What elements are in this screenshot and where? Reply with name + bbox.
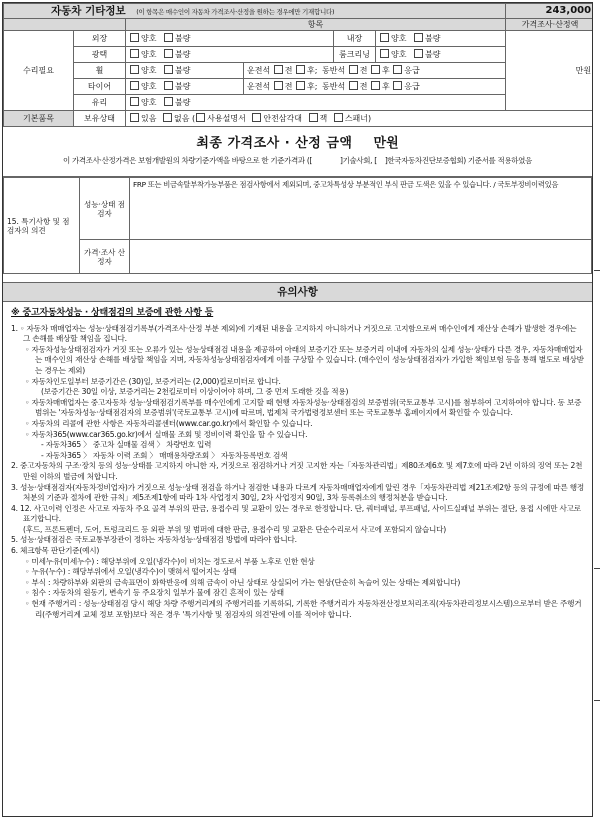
notice-item: ◦ 미세누유(미세누수) : 해당부위에 오일(냉각수)이 비치는 정도로서 부품 노후로 인한 현상 [25, 556, 315, 566]
checkbox[interactable] [371, 65, 380, 74]
notice-item: - 자동차365 〉 중고차 실매물 검색 〉 차량번호 입력 [41, 440, 212, 450]
appraiser-opinion [130, 240, 592, 274]
basic-items-label: 기본품목 [4, 111, 74, 127]
checkbox[interactable] [334, 113, 343, 122]
notice-item: 4. 12. 사고이력 인정은 사고로 자동차 주요 골격 부위의 판금, 용접수리 및 교환이 있는 경우로 한정합니다. 단, 쿼터패널, 루프패널, 사이드실패널 부위는 절단, 용접 시에만 사고로 표기합니다. [11, 503, 581, 524]
checkbox[interactable] [130, 113, 139, 122]
section-note: (이 항목은 매수인이 자동차 가격조사·산정을 원하는 경우에만 기재합니다) [136, 7, 335, 16]
checkbox[interactable] [196, 113, 205, 122]
notice-item: ◦ 현재 주행거리 : 성능·상태점검 당시 해당 차량 주행거리계의 주행거리를 기록하되, 기록한 주행거리가 자동차전산정보처리조직(자동차관리정보시스템)으로부터 받은 주행거리(주행거리계 교체 정보 포함)보다 적은 경우 '특기사항 및 점검자의 의견'란에 이를 적어야 합니다. [25, 599, 582, 619]
final-price-title: 최종 가격조사 · 산정 금액 [196, 136, 353, 151]
notices-title: 유의사항 [3, 282, 592, 302]
notice-item: ◦ 자동차성능상태점검자가 거짓 또는 오류가 있는 성능상태점검 내용을 제공하여 아래의 보증기간 또는 보증거리 이내에 자동차의 실제 성능·상태가 다른 경우, 자동차매매업자는 매수인의 재산상 손해를 배상할 책임을 지며, 자동차성능상태점검자에게 이를 구상할 수 있습니다. (매수인이 성능상태점검자가 가입한 책임보험 등을 통해 별도로 배상받는 경우는 제외) [25, 344, 584, 375]
notice-item: ◦ 누유(누수) : 해당부위에서 오일(냉각수)이 맺혀서 떨어지는 상태 [25, 567, 237, 577]
tire-passenger-label: 동반석 [322, 82, 346, 91]
checkbox[interactable] [309, 113, 318, 122]
notice-item: 3. 성능·상태점검자(자동차정비업자)가 거짓으로 성능·상태 점검을 하거나 점검한 내용과 다르게 자동차매매업자에게 알린 경우「자동차관리법 제21조제2항 등의 규정에 따른 행정처분의 기준과 절차에 관한 규칙」제5조제1항에 따라 1차 사업정지 30일, 2차 사업정지 90일, 3차 등록취소의 행정처분을 받습니다. [11, 482, 584, 503]
checkbox[interactable] [130, 97, 139, 106]
checkbox[interactable] [164, 33, 173, 42]
checkbox[interactable] [371, 81, 380, 90]
checkbox[interactable] [164, 97, 173, 106]
checkbox[interactable] [164, 65, 173, 74]
row-label-glass: 유리 [74, 95, 126, 111]
column-price: 가격조사·산정액 [506, 19, 593, 31]
notices-heading: ※ 중고자동차성능 · 상태점검의 보증에 관한 사항 등 [11, 308, 214, 318]
checkbox[interactable] [163, 113, 172, 122]
checkbox[interactable] [130, 33, 139, 42]
checkbox[interactable] [274, 81, 283, 90]
appraiser-label: 가격·조사 산정자 [80, 240, 130, 274]
notice-item: ◦ 자동차매매업자는 중고자동차 성능·상태점검기록부를 매수인에게 고지할 때 현행 자동차성능·상태점검의 보증범위(국토교통부 고시)를 첨부하여 고지하여야 합니다. 동 보증범위는 '자동차성능·상태점검자의 보증범위'(국토교통부 고시)에 따르며, 법제처 국가법령정보센터 또는 국토교통부 홈페이지에서 확인할 수 있습니다. [25, 397, 582, 418]
checkbox[interactable] [164, 49, 173, 58]
checkbox[interactable] [380, 33, 389, 42]
notice-item: - 자동차365 〉 자동차 이력 조회 〉 매매용차량조회 〉 자동차등록번호 검색 [41, 450, 288, 460]
final-price-basis: 이 가격조사·산정가격은 보험개발원의 차량기준가액을 바탕으로 한 기준가격과 ([ ]기술사회, [ ]한국자동차진단보증협회) 기준서를 적용하였음 [63, 156, 532, 165]
notice-item: ◦ 자동차의 리콜에 관한 사항은 자동차리콜센터(www.car.go.kr)에서 확인할 수 있습니다. [25, 418, 313, 428]
repair-group-label: 수리필요 [4, 31, 74, 111]
checkbox[interactable] [252, 113, 261, 122]
repair-price-won: 만원 [506, 31, 593, 111]
wheel-passenger-label: 동반석 [322, 66, 346, 75]
notice-item: ◦ 자동차인도일부터 보증기간은 (30)일, 보증거리는 (2,000)킬로미터로 합니다. [25, 376, 281, 386]
row-label-interior: 내장 [334, 31, 376, 47]
repair-table: 자동차 기타정보 (이 항목은 매수인이 자동차 가격조사·산정을 원하는 경우에만 기재합니다) 243,000 항목 가격조사·산정액 수리필요 외장 양호 불량 내장 양호 불량 만원 광택 양호 불량 룸크리닝 양호 불량 휠 양호 불량 운전석 전 후; 동반석 전 후 응급 타이어 양호 불량 운전석 전 후; 동반석 전 후 응급 유리 양호 불량 기본품목 보유상태 있음 없음 ( 사용설명서 안전삼각대 잭 스패너) [3, 3, 593, 127]
final-price-block [3, 127, 592, 177]
total-price: 243,000 [506, 4, 593, 19]
notice-item: 6. 체크항목 판단기준(예시) [11, 546, 100, 556]
notice-item: (후드, 프론트펜더, 도어, 트렁크리드 등 외판 부위 및 범퍼에 대한 판금, 용접수리 및 교환은 단순수리로서 사고에 포함되지 않습니다) [23, 524, 447, 534]
notices-body [3, 302, 592, 620]
notice-item: ◦ 부식 : 차량하부와 외판의 금속표면이 화학반응에 의해 금속이 아닌 상태로 상실되어 가는 현상(단순히 녹슬어 있는 상태는 제외합니다) [25, 577, 461, 587]
notice-item: ◦ 자동차365(www.car365.go.kr)에서 실매물 조회 및 정비이력 확인을 할 수 있습니다. [25, 429, 308, 439]
special-notes-label: 15. 특기사항 및 점검자의 의견 [4, 178, 80, 274]
checkbox[interactable] [393, 65, 402, 74]
checkbox[interactable] [130, 81, 139, 90]
checkbox[interactable] [414, 49, 423, 58]
notice-item: 5. 성능·상태점검은 국토교통부장관이 정하는 자동차성능·상태점검 방법에 따라야 합니다. [11, 535, 297, 545]
notice-item: (보증기간은 30일 이상, 보증거리는 2천킬로미터 이상이어야 하며, 그 중 먼저 도래한 것을 적용) [41, 387, 349, 397]
column-item: 항목 [126, 19, 506, 31]
special-notes-table [3, 177, 592, 274]
section-title: 자동차 기타정보 [51, 4, 126, 17]
vehicle-other-info-form [2, 2, 593, 817]
row-label-tire: 타이어 [74, 79, 126, 95]
checkbox[interactable] [274, 65, 283, 74]
notice-item: 2. 중고자동차의 구조·장치 등의 성능·상태를 고지하지 아니한 자, 거짓으로 점검하거나 거짓 고지한 자는「자동차관리법」제80조제6호 및 제7호에 따라 2년 이하의 징역 또는 2천만원 이하의 벌금에 처합니다. [11, 461, 583, 481]
interior-options: 양호 불량 [376, 31, 506, 47]
checkbox[interactable] [130, 49, 139, 58]
row-label-polish: 광택 [74, 47, 126, 63]
checkbox[interactable] [296, 65, 305, 74]
notice-item: ◦ 침수 : 자동차의 원동기, 변속기 등 주요장치 일부가 물에 잠긴 흔적이 있는 상태 [25, 588, 284, 598]
row-label-room-cleaning: 룸크리닝 [334, 47, 376, 63]
checkbox[interactable] [349, 65, 358, 74]
inspector-opinion: FRP 또는 비금속탈부착가능부품은 점검사항에서 제외되며, 중고차특성상 부분적인 부식 판금 도색은 있을 수 있습니다. / 국토부정비이력있음 [130, 178, 592, 240]
possession-status-label: 보유상태 [74, 111, 126, 127]
inspector-label: 성능·상태 점검자 [80, 178, 130, 240]
row-label-exterior: 외장 [74, 31, 126, 47]
checkbox[interactable] [393, 81, 402, 90]
checkbox[interactable] [414, 33, 423, 42]
checkbox[interactable] [349, 81, 358, 90]
checkbox[interactable] [164, 81, 173, 90]
tire-driver-label: 운전석 [247, 82, 271, 91]
exterior-options: 양호 불량 [126, 31, 334, 47]
notice-item: 1. ◦ 자동차 매매업자는 성능·상태점검기록부(가격조사·산정 부분 제외)에 기재된 내용을 고지하지 아니하거나 거짓으로 고지함으로써 매수인에게 재산상 손해가 발생한 경우에는 그 손해를 배상할 책임을 집니다. [11, 323, 577, 344]
wheel-driver-label: 운전석 [247, 66, 271, 75]
adjacent-page-edge [594, 0, 600, 824]
final-price-won: 만원 [373, 136, 399, 151]
checkbox[interactable] [130, 65, 139, 74]
checkbox[interactable] [296, 81, 305, 90]
row-label-wheel: 휠 [74, 63, 126, 79]
checkbox[interactable] [380, 49, 389, 58]
